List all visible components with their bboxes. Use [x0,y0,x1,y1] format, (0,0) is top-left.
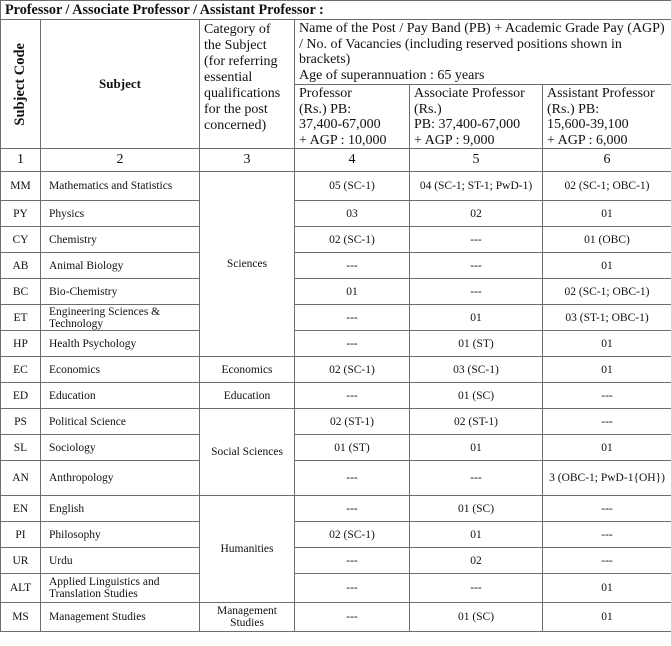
subject-code: BC [1,279,41,305]
subject-code: PS [1,409,41,435]
header-professor [295,85,410,149]
associate-vacancies: 02 (ST-1) [410,409,543,435]
table-row [1,253,671,279]
assistant-vacancies: 03 (ST-1; OBC-1) [543,305,671,331]
professor-vacancies: 02 (SC-1) [295,522,410,548]
subject-code: PY [1,201,41,227]
subject-code: MM [1,172,41,201]
subject-code: PI [1,522,41,548]
table-row [1,435,671,461]
header-associate-pb: PB: 37,400-67,000 [414,117,521,132]
associate-vacancies: --- [410,279,543,305]
assistant-vacancies: 01 [543,435,671,461]
subject-code: CY [1,227,41,253]
table-row [1,409,671,435]
associate-vacancies: 01 (SC) [410,383,543,409]
subject-code: SL [1,435,41,461]
table-row [1,305,671,331]
category-social-sciences: Social Sciences [200,409,295,496]
subject-name: Political Science [41,409,200,435]
professor-vacancies: --- [295,603,410,632]
subject-name: Health Psychology [41,331,200,357]
table-row [1,603,671,632]
subject-name: Anthropology [41,461,200,496]
header-superannuation: Age of superannuation : 65 years [299,67,485,83]
header-assistant-pb: 15,600-39,100 [547,117,629,132]
assistant-vacancies: --- [543,409,671,435]
column-number-row [1,149,671,172]
professor-vacancies: 02 (ST-1) [295,409,410,435]
professor-vacancies: --- [295,253,410,279]
subject-name: Chemistry [41,227,200,253]
assistant-vacancies: 02 (SC-1; OBC-1) [543,172,671,201]
professor-vacancies: --- [295,383,410,409]
assistant-vacancies: 01 [543,574,671,603]
column-number: 4 [295,149,410,172]
table-row [1,357,671,383]
professor-vacancies: --- [295,331,410,357]
table-row [1,522,671,548]
assistant-vacancies: 01 [543,201,671,227]
subject-name: Economics [41,357,200,383]
professor-vacancies: --- [295,548,410,574]
header-subject: Subject [41,20,200,149]
associate-vacancies: --- [410,461,543,496]
assistant-vacancies: --- [543,383,671,409]
associate-vacancies: --- [410,574,543,603]
assistant-vacancies: 01 [543,603,671,632]
associate-vacancies: 01 (ST) [410,331,543,357]
subject-code: HP [1,331,41,357]
header-professor-pb: 37,400-67,000 [299,117,381,132]
subject-code: ALT [1,574,41,603]
subject-code: UR [1,548,41,574]
category-management: Management Studies [200,603,295,632]
header-category: Category of the Subject (for referring essential qualifications for the post concerned) [200,20,295,149]
category-education: Education [200,383,295,409]
table-row [1,496,671,522]
header-post-description: Name of the Post / Pay Band (PB) + Academic Grade Pay (AGP) / No. of Vacancies (including reserved positions shown in brackets) [299,21,665,67]
associate-vacancies: 03 (SC-1) [410,357,543,383]
associate-vacancies: 01 [410,522,543,548]
professor-vacancies: 02 (SC-1) [295,227,410,253]
subject-name: Animal Biology [41,253,200,279]
category-economics: Economics [200,357,295,383]
column-number: 6 [543,149,671,172]
table-row [1,548,671,574]
professor-vacancies: --- [295,574,410,603]
table-row [1,383,671,409]
table-row [1,201,671,227]
table-row [1,461,671,496]
header-assistant-agp: + AGP : 6,000 [547,132,628,148]
subject-code: EC [1,357,41,383]
column-number: 5 [410,149,543,172]
professor-vacancies: 02 (SC-1) [295,357,410,383]
header-professor-title: Professor [299,86,352,101]
title-row [1,1,671,20]
table-row [1,574,671,603]
header-associate [410,85,543,149]
professor-vacancies: --- [295,496,410,522]
category-humanities: Humanities [200,496,295,603]
professor-vacancies: 01 [295,279,410,305]
associate-vacancies: 01 [410,435,543,461]
column-number: 3 [200,149,295,172]
subject-code: ET [1,305,41,331]
professor-vacancies: --- [295,305,410,331]
professor-vacancies: 01 (ST) [295,435,410,461]
associate-vacancies: 04 (SC-1; ST-1; PwD-1) [410,172,543,201]
associate-vacancies: 01 (SC) [410,496,543,522]
assistant-vacancies: 3 (OBC-1; PwD-1{OH}) [543,461,671,496]
subject-code: ED [1,383,41,409]
assistant-vacancies: --- [543,548,671,574]
assistant-vacancies: 02 (SC-1; OBC-1) [543,279,671,305]
header-subject-code-label: Subject Code [12,42,28,126]
subject-name: Management Studies [41,603,200,632]
associate-vacancies: 01 (SC) [410,603,543,632]
subject-name: Applied Linguistics and Translation Studies [41,574,200,603]
subject-name: Urdu [41,548,200,574]
header-subject-code [1,20,41,149]
header-row-1 [1,20,671,85]
professor-vacancies: --- [295,461,410,496]
subject-name: Sociology [41,435,200,461]
header-assistant-title: Assistant Professor [547,86,655,101]
header-assistant [543,85,671,149]
associate-vacancies: 02 [410,201,543,227]
header-professor-agp: + AGP : 10,000 [299,132,387,148]
associate-vacancies: 02 [410,548,543,574]
subject-code: AB [1,253,41,279]
professor-vacancies: 05 (SC-1) [295,172,410,201]
header-professor-line2: (Rs.) PB: [299,101,352,117]
assistant-vacancies: 01 [543,331,671,357]
subject-name: Bio-Chemistry [41,279,200,305]
column-number: 2 [41,149,200,172]
column-number: 1 [1,149,41,172]
table-title: Professor / Associate Professor / Assistant Professor : [1,1,671,20]
header-associate-line2: (Rs.) [414,101,442,117]
table-row [1,172,671,201]
subject-code: AN [1,461,41,496]
category-sciences: Sciences [200,172,295,357]
assistant-vacancies: 01 [543,253,671,279]
table-row [1,331,671,357]
header-assistant-line2: (Rs.) PB: [547,101,600,117]
assistant-vacancies: --- [543,522,671,548]
associate-vacancies: 01 [410,305,543,331]
assistant-vacancies: --- [543,496,671,522]
professor-vacancies: 03 [295,201,410,227]
subject-code: EN [1,496,41,522]
header-associate-agp: + AGP : 9,000 [414,132,495,148]
subject-name: English [41,496,200,522]
subject-name: Philosophy [41,522,200,548]
associate-vacancies: --- [410,227,543,253]
subject-code: MS [1,603,41,632]
assistant-vacancies: 01 [543,357,671,383]
header-associate-title: Associate Professor [414,86,525,101]
assistant-vacancies: 01 (OBC) [543,227,671,253]
associate-vacancies: --- [410,253,543,279]
header-post-group [295,20,671,85]
subject-name: Physics [41,201,200,227]
subject-name: Engineering Sciences & Technology [41,305,200,331]
table-row [1,227,671,253]
table-row [1,279,671,305]
subject-name: Mathematics and Statistics [41,172,200,201]
subject-name: Education [41,383,200,409]
